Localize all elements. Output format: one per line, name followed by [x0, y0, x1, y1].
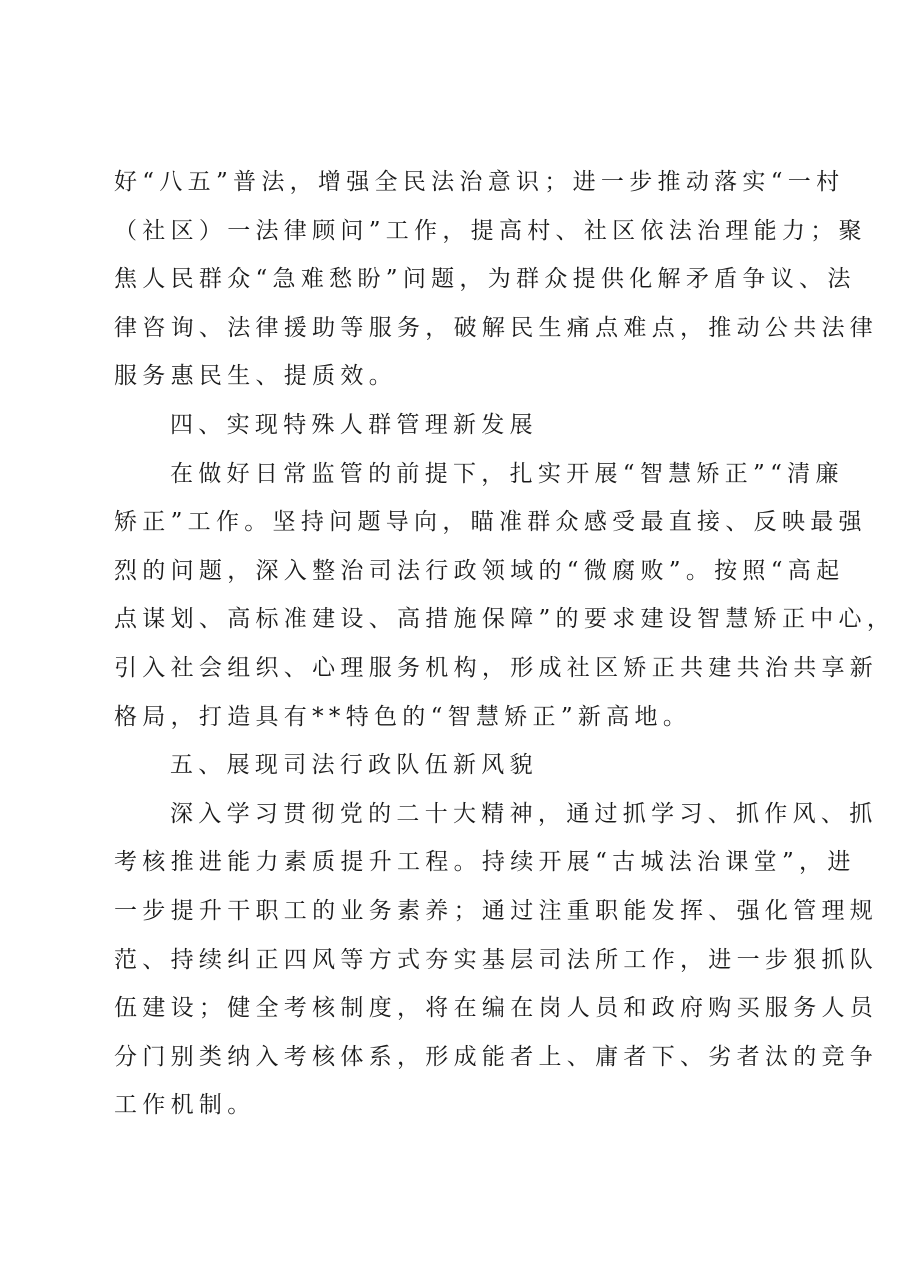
text-line: 服务惠民生、提质效。: [114, 363, 397, 390]
text-line: 引入社会组织、心理服务机构，形成社区矫正共建共治共享新: [114, 654, 879, 681]
text-line: 伍建设；健全考核制度，将在编在岗人员和政府购买服务人员: [114, 995, 879, 1022]
text-line: 范、持续纠正四风等方式夯实基层司法所工作，进一步狠抓队: [114, 946, 879, 973]
text-line: （社区）一法律顾问”工作，提高村、社区依法治理能力；聚: [114, 217, 867, 244]
text-line: 考核推进能力素质提升工程。持续开展“古城法治课堂”，进: [114, 849, 856, 876]
section-heading: 四、实现特殊人群管理新发展: [170, 411, 538, 438]
text-line: 在做好日常监管的前提下，扎实开展“智慧矫正”“清廉: [170, 460, 844, 487]
text-line: 烈的问题，深入整治司法行政领域的“微腐败”。按照“高起: [114, 557, 845, 584]
text-line: 深入学习贯彻党的二十大精神，通过抓学习、抓作风、抓: [170, 800, 878, 827]
text-line: 律咨询、法律援助等服务，破解民生痛点难点，推动公共法律: [114, 314, 879, 341]
text-line: 工作机制。: [114, 1092, 256, 1119]
text-line: 好“八五”普法，增强全民法治意识；进一步推动落实“一村: [114, 169, 845, 195]
text-line: 一步提升干职工的业务素养；通过注重职能发挥、强化管理规: [114, 897, 879, 924]
text-line: 焦人民群众“急难愁盼”问题，为群众提供化解矛盾争议、法: [114, 266, 856, 293]
section-heading: 五、展现司法行政队伍新风貌: [170, 752, 538, 779]
text-line: 矫正”工作。坚持问题导向，瞄准群众感受最直接、反映最强: [114, 509, 867, 536]
text-line: 分门别类纳入考核体系，形成能者上、庸者下、劣者汰的竞争: [114, 1043, 879, 1070]
text-line: 点谋划、高标准建设、高措施保障”的要求建设智慧矫正中心，: [114, 606, 896, 633]
document-body: [114, 158, 896, 1130]
text-line: 格局，打造具有**特色的“智慧矫正”新高地。: [114, 703, 692, 730]
